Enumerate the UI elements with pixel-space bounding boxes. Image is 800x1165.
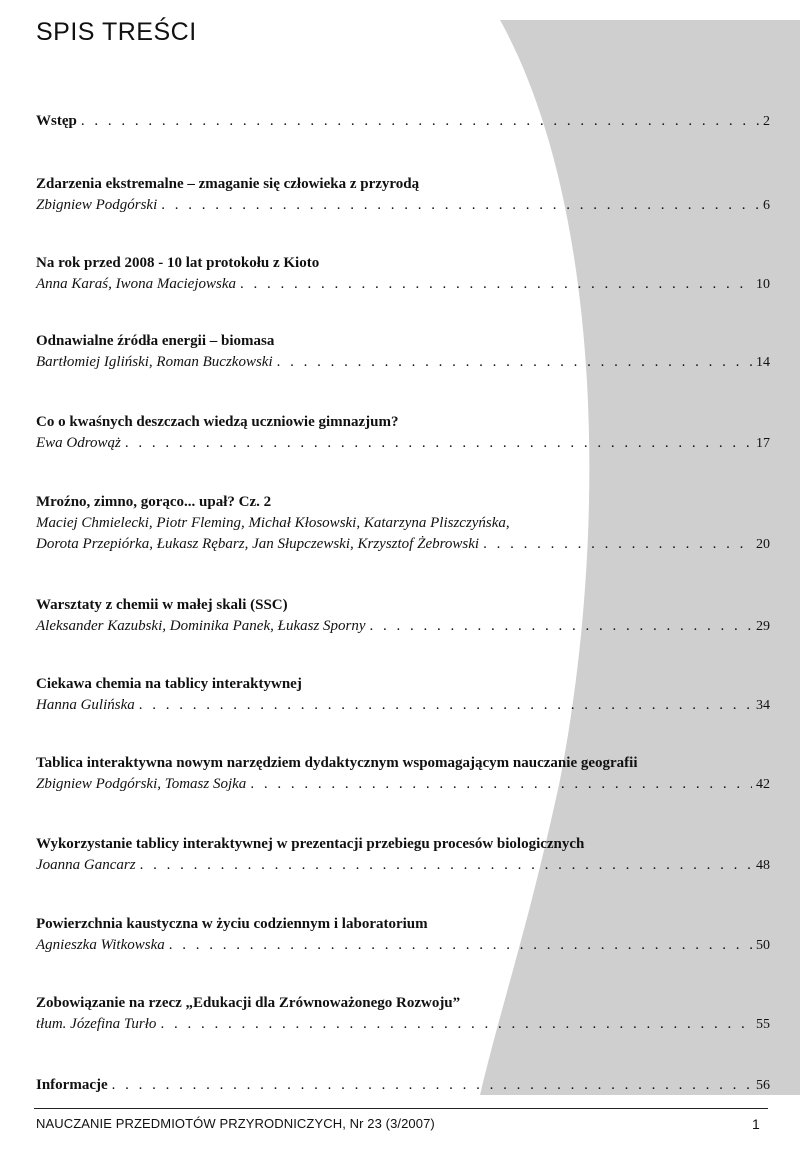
- entry-page-number: 34: [756, 698, 770, 713]
- dot-leader: [140, 855, 752, 876]
- toc-entry[interactable]: [36, 753, 770, 795]
- entry-title: Odnawialne źródła energii – biomasa: [36, 333, 275, 349]
- dot-leader: [112, 1075, 752, 1096]
- entry-authors: Zbigniew Podgórski, Tomasz Sojka: [36, 776, 247, 792]
- entry-authors: Maciej Chmielecki, Piotr Fleming, Michał Kłosowski, Katarzyna Pliszczyńska,: [36, 515, 510, 531]
- entry-title: Warsztaty z chemii w małej skali (SSC): [36, 597, 288, 613]
- entry-authors-continued: Dorota Przepiórka, Łukasz Rębarz, Jan Słupczewski, Krzysztof Żebrowski: [36, 536, 480, 552]
- dot-leader: [160, 1014, 752, 1035]
- entry-title: Co o kwaśnych deszczach wiedzą uczniowie gimnazjum?: [36, 414, 399, 430]
- entry-page-number: 50: [756, 938, 770, 953]
- entry-page-number: 17: [756, 436, 770, 451]
- entry-page-number: 6: [763, 198, 770, 213]
- entry-page-number: 48: [756, 858, 770, 873]
- entry-authors: Agnieszka Witkowska: [36, 937, 165, 953]
- dot-leader: [81, 111, 759, 132]
- entry-page-number: 55: [756, 1017, 770, 1032]
- dot-leader: [139, 695, 752, 716]
- toc-entry[interactable]: [36, 595, 770, 637]
- entry-title: Zobowiązanie na rzecz „Edukacji dla Zrównoważonego Rozwoju”: [36, 995, 461, 1011]
- dot-leader: [240, 274, 752, 295]
- entry-authors: Bartłomiej Igliński, Roman Buczkowski: [36, 354, 273, 370]
- dot-leader: [370, 616, 752, 637]
- entry-authors: Aleksander Kazubski, Dominika Panek, Łukasz Sporny: [36, 618, 366, 634]
- entry-authors: Anna Karaś, Iwona Maciejowska: [36, 276, 236, 292]
- dot-leader: [161, 195, 759, 216]
- entry-title: Powierzchnia kaustyczna w życiu codziennym i laboratorium: [36, 916, 428, 932]
- dot-leader: [277, 352, 752, 373]
- entry-page-number: 29: [756, 619, 770, 634]
- dot-leader: [483, 534, 752, 555]
- toc-entry-introduction[interactable]: [36, 111, 770, 132]
- dot-leader: [125, 433, 752, 454]
- entry-title: Zdarzenia ekstremalne – zmaganie się człowieka z przyrodą: [36, 176, 420, 192]
- entry-page-number: 20: [756, 537, 770, 552]
- entry-title: Wstęp: [36, 113, 77, 129]
- entry-title: Ciekawa chemia na tablicy interaktywnej: [36, 676, 302, 692]
- entry-page-number: 56: [756, 1078, 770, 1093]
- entry-title: Informacje: [36, 1077, 108, 1093]
- toc-entry[interactable]: [36, 834, 770, 876]
- toc-entry[interactable]: [36, 993, 770, 1035]
- entry-title: Mroźno, zimno, gorąco... upał? Cz. 2: [36, 494, 272, 510]
- toc-entry[interactable]: [36, 412, 770, 454]
- toc-entry-information[interactable]: [36, 1075, 770, 1096]
- footer-divider: [34, 1108, 768, 1109]
- entry-title: Tablica interaktywna nowym narzędziem dydaktycznym wspomagającym nauczanie geografii: [36, 755, 638, 771]
- footer-journal-info: NAUCZANIE PRZEDMIOTÓW PRZYRODNICZYCH, Nr 23 (3/2007): [36, 1116, 435, 1131]
- toc-entry[interactable]: [36, 914, 770, 956]
- page-title: SPIS TREŚCI: [36, 18, 197, 46]
- toc-entry[interactable]: [36, 674, 770, 716]
- entry-page-number: 14: [756, 355, 770, 370]
- toc-entry[interactable]: [36, 331, 770, 373]
- entry-authors: Hanna Gulińska: [36, 697, 135, 713]
- entry-page-number: 10: [756, 277, 770, 292]
- entry-authors: Ewa Odrowąż: [36, 435, 121, 451]
- entry-authors: tłum. Józefina Turło: [36, 1016, 157, 1032]
- footer-page-number: 1: [752, 1116, 760, 1132]
- entry-authors: Zbigniew Podgórski: [36, 197, 158, 213]
- toc-entry[interactable]: [36, 492, 770, 555]
- table-of-contents: [36, 0, 770, 1165]
- dot-leader: [250, 774, 752, 795]
- toc-entry[interactable]: [36, 253, 770, 295]
- dot-leader: [169, 935, 752, 956]
- toc-entry[interactable]: [36, 174, 770, 216]
- entry-page-number: 42: [756, 777, 770, 792]
- entry-authors: Joanna Gancarz: [36, 857, 136, 873]
- entry-title: Na rok przed 2008 - 10 lat protokołu z Kioto: [36, 255, 320, 271]
- entry-page-number: 2: [763, 114, 770, 129]
- entry-title: Wykorzystanie tablicy interaktywnej w prezentacji przebiegu procesów biologicznych: [36, 836, 585, 852]
